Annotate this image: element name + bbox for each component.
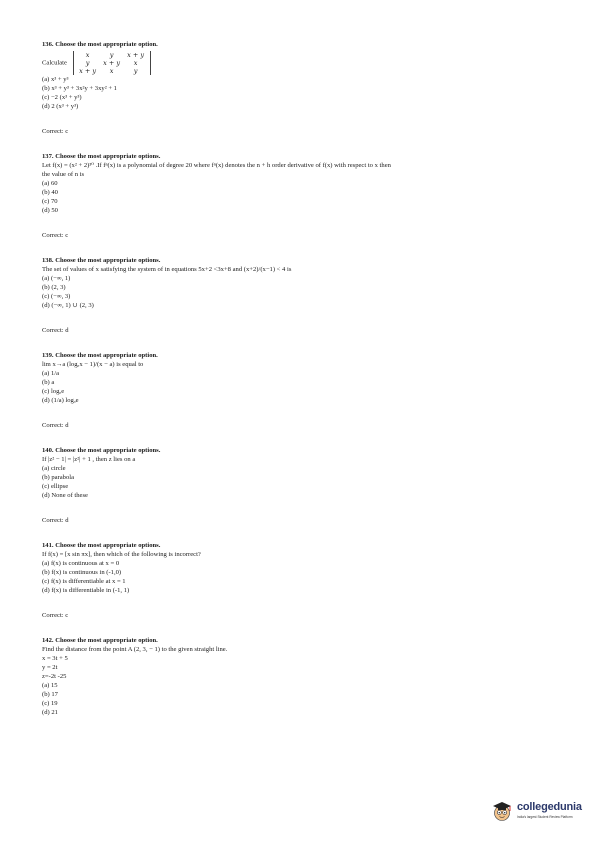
option-c: (c) logₐe [42,388,65,395]
question-title: 142. Choose the most appropriate option. [42,637,158,644]
option-b: (b) a [42,379,55,386]
logo-wordmark: collegedunia [517,801,582,813]
option-b: (b) 17 [42,691,58,698]
option-d: (d) f(x) is differentiable in (-1, 1) [42,587,130,594]
correct-answer: Correct: c [42,128,69,135]
equation-line: z=-2t -25 [42,673,67,680]
divider [42,136,552,152]
option-d: (d) None of these [42,492,88,499]
option-d: (d) 50 [42,207,58,214]
matrix-cell: x [133,59,138,67]
question-stem: Let f(x) = (x² + 2)³⁰ .If fⁿ(x) is a polynomial of degree 20 where fⁿ(x) denotes the n + h order derivative of f(x) with respect to x then [42,162,391,169]
option-b: (b) f(x) is continuous in (-1,0) [42,569,122,576]
option-d: (d) 21 [42,709,58,716]
option-c: (c) f(x) is differentiable at x = 1 [42,578,126,585]
question-stem: If |z² − 1| = |z²| + 1 , then z lies on a [42,456,136,463]
matrix-cell: y [85,59,90,67]
matrix-cell: x + y [79,67,97,75]
correct-answer: Correct: d [42,517,69,524]
question-137 [42,152,552,240]
question-stem: lim x→a (logₐx − 1)/(x − a) is equal to [42,361,144,368]
matrix-cell: y [109,51,114,59]
determinant [73,51,151,75]
matrix-cell: x + y [103,59,121,67]
option-c: (c) −2 (x³ + y³) [42,94,82,101]
option-a: (a) 1/a [42,370,60,377]
question-stem: Find the distance from the point A (2, 3, − 1) to the given straight line. [42,646,228,653]
question-stem: The set of values of x satisfying the system of in equations 5x+2 <3x+8 and (x+2)/(x−1) < 4 is [42,266,292,273]
correct-answer: Correct: d [42,422,69,429]
option-c: (c) 19 [42,700,58,707]
option-a: (a) 15 [42,682,58,689]
determinant-row [76,51,148,59]
divider [42,525,552,541]
option-b: (b) x³ + y³ + 3x²y + 3xy² + 1 [42,85,117,92]
option-c: (c) (−∞, 3) [42,293,71,300]
graduate-mascot-icon [491,800,513,822]
option-b: (b) parabola [42,474,75,481]
divider [42,240,552,256]
question-140 [42,446,552,525]
question-stem: If f(x) = [x sin πx], then which of the following is incorrect? [42,551,201,558]
option-d: (d) 2 (x³ + y³) [42,103,79,110]
stem-text: Calculate [42,59,67,67]
collegedunia-logo [491,796,582,836]
question-title: 138. Choose the most appropriate options. [42,257,161,264]
question-title: 140. Choose the most appropriate options. [42,447,161,454]
option-a: (a) (−∞, 1) [42,275,71,282]
correct-answer: Correct: d [42,327,69,334]
option-b: (b) (2, 3) [42,284,66,291]
option-a: (a) f(x) is continuous at x = 0 [42,560,120,567]
question-title: 141. Choose the most appropriate options. [42,542,161,549]
divider [42,335,552,351]
question-stem: the value of n is [42,171,85,178]
option-a: (a) 60 [42,180,58,187]
option-c: (c) 70 [42,198,58,205]
question-stem [42,51,552,75]
matrix-cell: y [133,67,138,75]
question-139 [42,351,552,430]
option-a: (a) x³ + y³ [42,76,69,83]
matrix-cell: x [109,67,114,75]
question-page [42,40,552,717]
question-138 [42,256,552,335]
equation-line: x = 3t + 5 [42,655,68,662]
matrix-cell: x [85,51,90,59]
option-c: (c) ellipse [42,483,69,490]
matrix-cell: x + y [127,51,145,59]
question-142 [42,636,552,717]
determinant-row [76,59,148,67]
divider [42,430,552,446]
question-title: 136. Choose the most appropriate option. [42,41,158,48]
question-title: 137. Choose the most appropriate options. [42,153,161,160]
option-a: (a) circle [42,465,66,472]
option-d: (d) (1/a) logₐe [42,397,79,404]
question-title: 139. Choose the most appropriate option. [42,352,158,359]
option-b: (b) 40 [42,189,58,196]
equation-line: y = 2t [42,664,58,671]
divider [42,620,552,636]
logo-tagline: India's largest Student Review Platform [517,815,573,819]
option-d: (d) (−∞, 1) ∪ (2, 3) [42,302,94,309]
correct-answer: Correct: c [42,232,69,239]
determinant-row [76,67,148,75]
question-136 [42,40,552,136]
question-141 [42,541,552,620]
correct-answer: Correct: c [42,612,69,619]
